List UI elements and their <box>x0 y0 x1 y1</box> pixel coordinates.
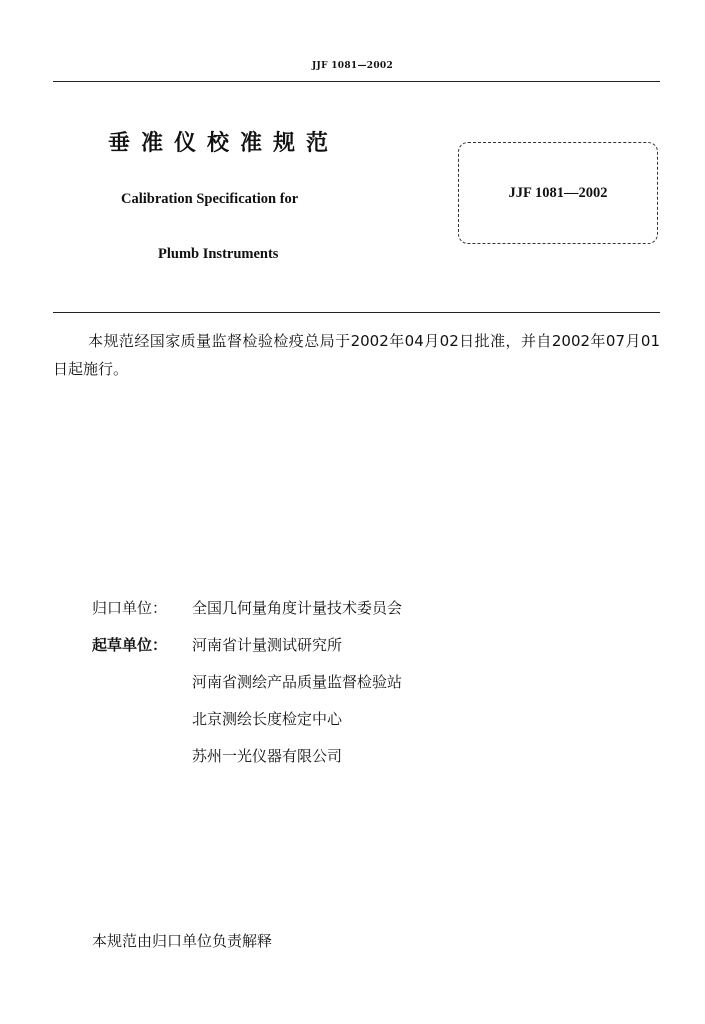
responsible-unit-label: 归口单位： <box>92 599 168 617</box>
drafting-unit-item: 河南省计量测试研究所 <box>192 636 343 654</box>
drafting-units-label: 起草单位： <box>92 636 168 654</box>
approval-statement: 本规范经国家质量监督检验检疫总局于2002年04月02日批准，并自2002年07月01日起施行。 <box>53 332 660 378</box>
title-chinese: 垂准仪校准规范 <box>108 131 340 156</box>
drafting-unit-item: 苏州一光仪器有限公司 <box>192 747 343 765</box>
drafting-unit-item: 北京测绘长度检定中心 <box>192 710 343 728</box>
specification-code: JJF 1081—2002 <box>508 184 608 201</box>
title-english-line2: Plumb Instruments <box>158 246 279 262</box>
responsible-unit-row <box>92 597 190 618</box>
responsible-unit-value: 全国几何量角度计量技术委员会 <box>192 599 403 617</box>
drafting-unit-item: 河南省测绘产品质量监督检验站 <box>192 673 403 691</box>
interpretation-note: 本规范由归口单位负责解释 <box>92 932 273 950</box>
running-header-code: JJF 1081—2002 <box>311 61 394 71</box>
title-divider-rule <box>53 312 660 313</box>
title-english-line1: Calibration Specification for <box>121 191 299 207</box>
drafting-units-row <box>92 634 190 655</box>
header-rule <box>53 81 660 82</box>
specification-code-box <box>458 142 658 244</box>
